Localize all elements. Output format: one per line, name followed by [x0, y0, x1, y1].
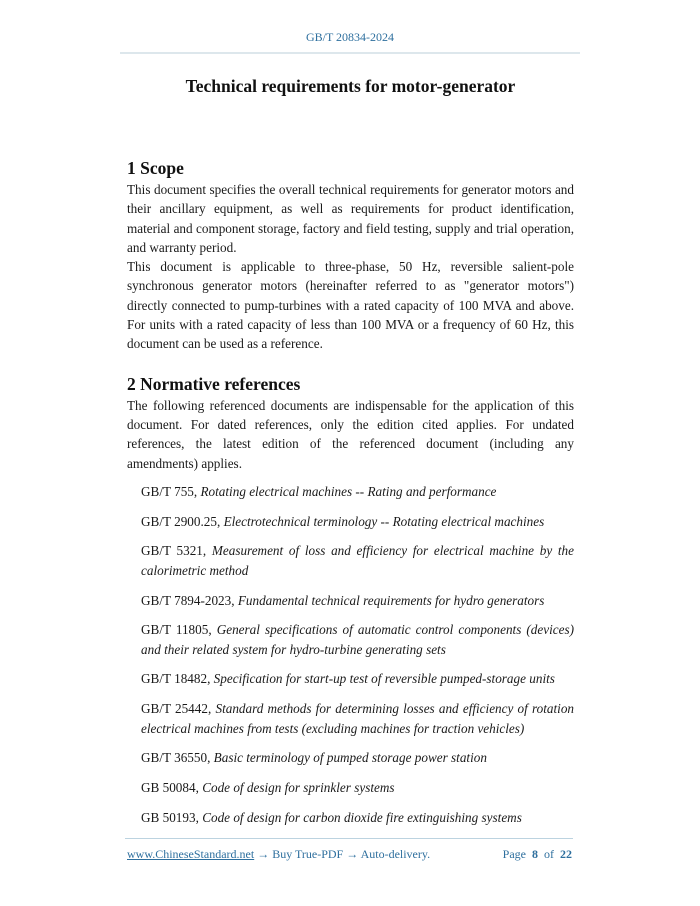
reference-title: Fundamental technical requirements for hydro generators: [237, 592, 545, 608]
reference-code: GB 50193,: [141, 809, 199, 825]
page-current: 8: [532, 847, 538, 861]
reference-code: GB/T 11805,: [141, 622, 212, 638]
reference-item: [141, 482, 574, 501]
reference-code: GB/T 5321,: [141, 543, 207, 559]
reference-item: [141, 748, 574, 767]
scope-paragraph-2: This document is applicable to three-phase, 50 Hz, reversible salient-pole synchronous generator motors (hereinafter referred to as "generator motors") directly connected to pump-turbines with a rated capacity of 100 MVA and above. For units with a rated capacity of less than 100 MVA or a frequency of 60 Hz, this document can be used as a reference.: [127, 259, 574, 352]
page-label: Page: [502, 847, 526, 861]
section-heading-scope: 1 Scope: [127, 158, 184, 178]
reference-title: Code of design for sprinkler systems: [202, 780, 395, 796]
reference-item: [141, 591, 574, 610]
page-of-label: of: [544, 847, 554, 861]
reference-code: GB/T 25442,: [141, 701, 212, 717]
section-heading-normative-references: 2 Normative references: [127, 373, 301, 394]
page-indicator: [503, 847, 572, 862]
reference-title: Specification for start-up test of reversible pumped-storage units: [213, 671, 555, 687]
standard-code: GB/T 20834-2024: [305, 30, 395, 44]
page-total: 22: [560, 847, 572, 861]
running-header: [0, 30, 700, 45]
reference-item: [141, 620, 574, 659]
page-content: [127, 74, 574, 838]
reference-code: GB/T 36550,: [141, 750, 211, 766]
reference-title: Electrotechnical terminology -- Rotating electrical machines: [223, 513, 545, 529]
reference-item: [141, 669, 574, 688]
normative-intro-paragraph: The following referenced documents are indispensable for the application of this document. For dated references, only the edition cited applies. For undated references, the latest edition of the referenced document (including any amendments) applies.: [127, 397, 574, 471]
reference-title: Rotating electrical machines -- Rating and performance: [200, 483, 497, 499]
reference-title: General specifications of automatic control components (devices) and their related system for hydro-turbine generating sets: [141, 622, 574, 657]
page-footer: [127, 847, 572, 862]
scope-paragraph-1: This document specifies the overall technical requirements for generator motors and their ancillary equipment, as well as requirements for product identification, material and component storage, factory and field testing, supply and trial operation, and warranty period.: [127, 182, 574, 255]
reference-title: Code of design for carbon dioxide fire extinguishing systems: [202, 809, 522, 825]
reference-code: GB 50084,: [141, 780, 199, 796]
reference-code: GB/T 2900.25,: [141, 513, 221, 529]
website-link[interactable]: www.ChineseStandard.net: [127, 847, 255, 861]
reference-title: Basic terminology of pumped storage power station: [213, 750, 487, 766]
footer-divider: [125, 838, 573, 839]
reference-code: GB/T 7894-2023,: [141, 592, 235, 608]
reference-title: Standard methods for determining losses and efficiency of rotation electrical machines from tests (excluding machines for traction vehicles): [141, 701, 575, 736]
header-divider: [120, 52, 580, 54]
reference-item: [141, 778, 574, 797]
document-title: Technical requirements for motor-generator: [185, 76, 516, 96]
reference-title: Measurement of loss and efficiency for electrical machine by the calorimetric method: [141, 543, 574, 578]
reference-item: [141, 808, 574, 827]
promo-text: → Buy True-PDF → Auto-delivery.: [254, 847, 431, 861]
reference-item: [141, 699, 574, 738]
footer-promo: [127, 847, 430, 862]
reference-item: [141, 541, 574, 580]
reference-code: GB/T 18482,: [141, 671, 211, 687]
reference-code: GB/T 755,: [141, 483, 198, 499]
reference-list: [141, 482, 574, 827]
reference-item: [141, 512, 574, 531]
